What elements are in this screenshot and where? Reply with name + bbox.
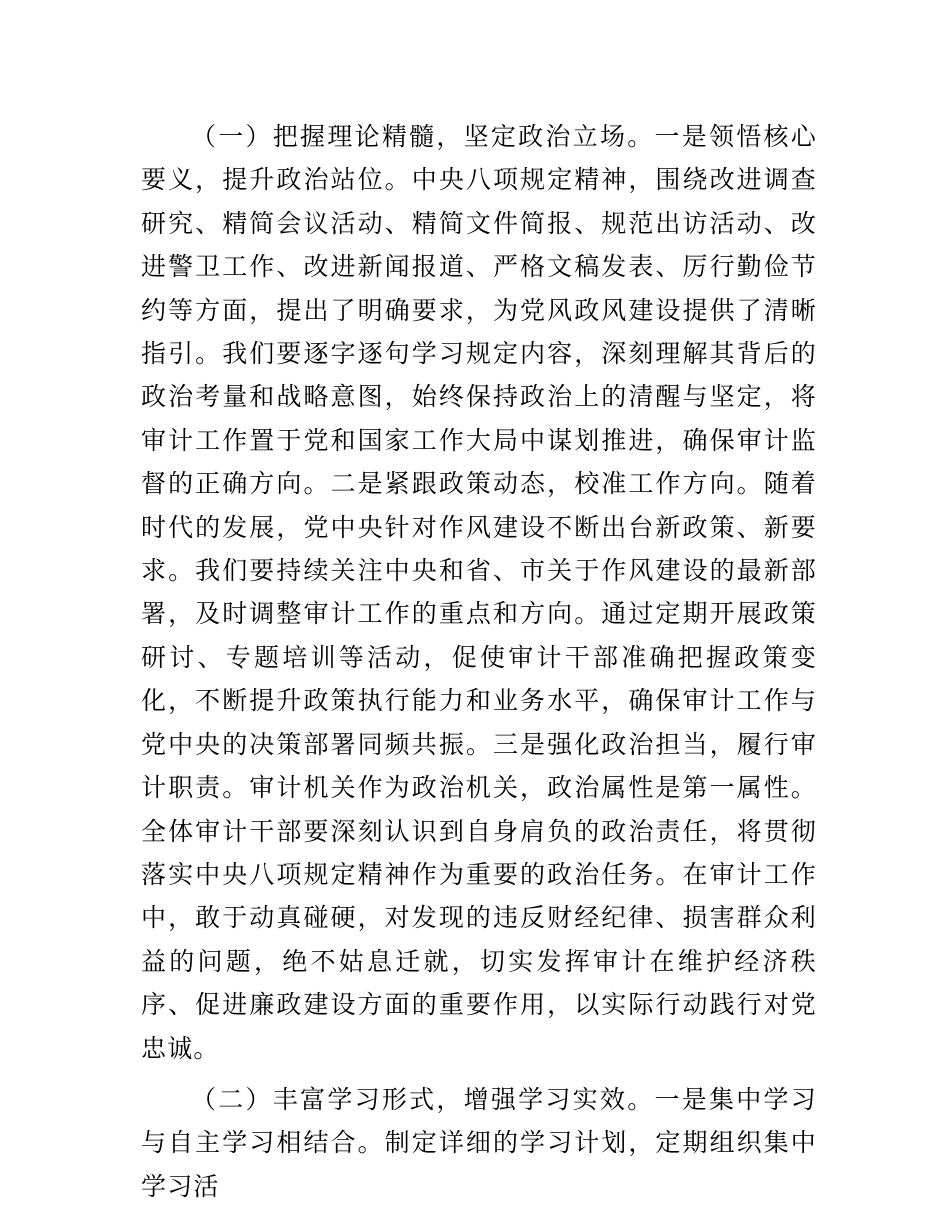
document-body: [141, 115, 817, 1208]
paragraph-two: （二）丰富学习形式，增强学习实效。一是集中学习与自主学习相结合。制定详细的学习计划，定期组织集中学习活: [141, 1084, 817, 1201]
paragraph-one: （一）把握理论精髓，坚定政治立场。一是领悟核心要义，提升政治站位。中央八项规定精神，围绕改进调查研究、精简会议活动、精简文件简报、规范出访活动、改进警卫工作、改进新闻报道、严格文稿发表、厉行勤俭节约等方面，提出了明确要求，为党风政风建设提供了清晰指引。我们要逐字逐句学习规定内容，深刻理解其背后的政治考量和战略意图，始终保持政治上的清醒与坚定，将审计工作置于党和国家工作大局中谋划推进，确保审计监督的正确方向。二是紧跟政策动态，校准工作方向。随着时代的发展，党中央针对作风建设不断出台新政策、新要求。我们要持续关注中央和省、市关于作风建设的最新部署，及时调整审计工作的重点和方向。通过定期开展政策研讨、专题培训等活动，促使审计干部准确把握政策变化，不断提升政策执行能力和业务水平，确保审计工作与党中央的决策部署同频共振。三是强化政治担当，履行审计职责。审计机关作为政治机关，政治属性是第一属性。全体审计干部要深刻认识到自身肩负的政治责任，将贯彻落实中央八项规定精神作为重要的政治任务。在审计工作中，敢于动真碰硬，对发现的违反财经纪律、损害群众利益的问题，绝不姑息迁就，切实发挥审计在维护经济秩序、促进廉政建设方面的重要作用，以实际行动践行对党忠诚。: [141, 122, 817, 1063]
